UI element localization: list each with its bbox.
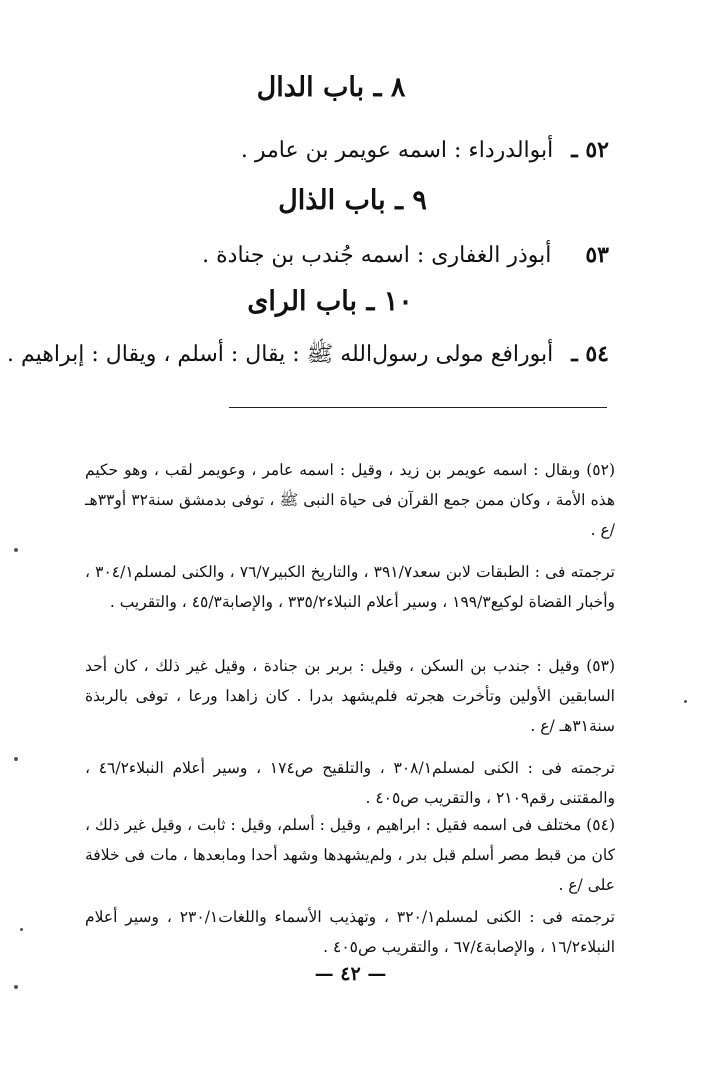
page-number: — ٤٢ — — [314, 963, 387, 985]
scan-speck — [14, 548, 18, 552]
footnote-52 — [85, 455, 615, 617]
entry-text: أبوالدرداء : اسمه عويمر بن عامر . — [240, 138, 554, 163]
footnote-text: (٥٢) وبقال : اسمه عويمر بن زيد ، وقيل : اسمه عامر ، وعويمر لقب ، وهو حكيم هذه الأمة ، وكان ممن جمع القرآن فى حياة النبى ﷺ ، توفى بدمشق سنة٣٢ أو٣٣هـ /ع . — [85, 461, 615, 539]
scan-speck — [684, 700, 687, 703]
entry-54 — [7, 340, 609, 372]
entry-text: أبوذر الغفارى : اسمه جُندب بن جنادة . — [202, 243, 552, 268]
heading-chapter-dhal: ٩ ـ باب الذال — [278, 185, 427, 216]
entry-52 — [241, 137, 609, 163]
scan-speck — [20, 928, 23, 931]
scan-speck — [14, 757, 18, 761]
entry-53 — [202, 242, 609, 268]
footnote-text: (٥٤) مختلف فى اسمه فقيل : ابراهيم ، وقيل : أسلم، وقيل : ثابت ، وقيل غير ذلك ، كان من قبط مصر أسلم قبل بدر ، ولم‌يشهدها وشهد أحدا ومابعدها ، مات فى خلافة على /ع . — [85, 816, 615, 894]
heading-chapter-dal: ٨ ـ باب الدال — [256, 72, 406, 103]
footnote-54 — [85, 810, 615, 962]
footnote-separator — [229, 407, 607, 408]
entry-text: أبورافع مولى رسول‌الله ﷺ : يقال : أسلم ، ويقال : إبراهيم . — [7, 342, 554, 367]
footnote-references: ترجمته فى : الكنى لمسلم٣٢٠/١ ، وتهذيب الأسماء واللغات٢٣٠/١ ، وسير أعلام النبلاء١٦/٢ ، والإصابة٦٧/٤ ، والتقريب ص٤٠٥ . — [85, 908, 615, 956]
footnote-references: ترجمته فى : الكنى لمسلم٣٠٨/١ ، والتلقيح ص١٧٤ ، وسير أعلام النبلاء٤٦/٢ ، والمقتنى رقم٢١٠٩ ، والتقريب ص٤٠٥ . — [85, 759, 615, 807]
entry-number: ٥٤ ـ — [571, 341, 609, 367]
heading-chapter-ra: ١٠ ـ باب الراى — [247, 286, 413, 317]
entry-number: ٥٢ ـ — [571, 137, 609, 163]
footnote-references: ترجمته فى : الطبقات لابن سعد٣٩١/٧ ، والتاريخ الكبير٧٦/٧ ، والكنى لمسلم٣٠٤/١ ، وأخبار القضاة لوكيع١٩٩/٣ ، وسير أعلام النبلاء٣٣٥/٢ ، والإصابة٤٥/٣ ، والتقريب . — [85, 563, 615, 611]
scan-speck — [14, 985, 18, 989]
footnote-text: (٥٣) وقيل : جندب بن السكن ، وقيل : بربر بن جنادة ، وقيل غير ذلك ، كان أحد السابقين الأولين وتأخرت هجرته فلم‌يشهد بدرا . كان زاهدا ورعا ، توفى بالربذة سنة٣١هـ /ع . — [85, 657, 615, 735]
entry-number: ٥٣ — [585, 242, 609, 268]
footnote-53 — [85, 651, 615, 813]
